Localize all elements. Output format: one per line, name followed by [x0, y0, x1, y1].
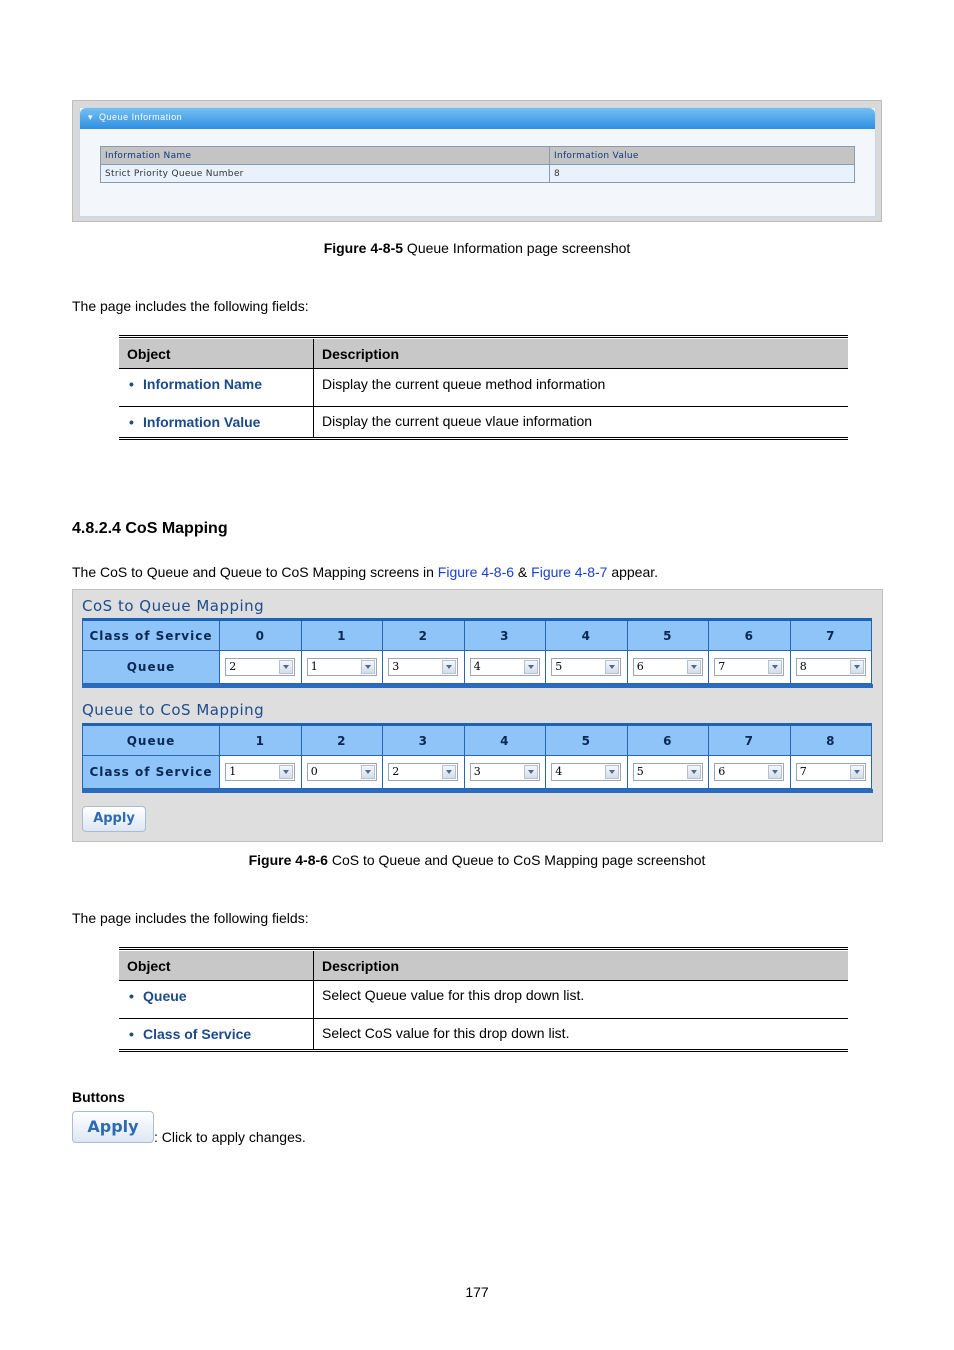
table-row [119, 369, 848, 407]
queue-information-header[interactable] [80, 108, 875, 129]
queue-column: 6 [628, 726, 710, 756]
table-row [119, 407, 848, 437]
object-name: Information Value [143, 414, 261, 430]
chevron-down-icon[interactable] [524, 765, 538, 779]
chevron-down-icon[interactable] [442, 765, 456, 779]
chevron-down-icon[interactable] [687, 765, 701, 779]
figure-4-8-6-link[interactable]: Figure 4-8-6 [437, 564, 515, 580]
figure-4-8-7-link[interactable]: Figure 4-8-7 [531, 564, 608, 580]
chevron-down-icon[interactable] [361, 765, 375, 779]
figure-text: Queue Information page screenshot [403, 240, 631, 256]
cos-select[interactable]: 4 [551, 763, 621, 781]
queue-row-label: Queue [83, 651, 220, 684]
header-object: Object [119, 951, 314, 981]
chevron-down-icon[interactable] [605, 765, 619, 779]
table-row [119, 1019, 848, 1049]
queue-column: 5 [546, 726, 628, 756]
table-bottom-rule [119, 437, 848, 440]
queue-column: 2 [302, 726, 384, 756]
figure-label: Figure 4-8-6 [248, 852, 328, 868]
chevron-down-icon[interactable] [605, 660, 619, 674]
cos-select[interactable]: 5 [633, 763, 703, 781]
cos-column: 7 [791, 621, 873, 651]
collapse-arrow-icon[interactable]: ▾ [88, 112, 94, 122]
cos-select[interactable]: 6 [714, 763, 784, 781]
queue-select[interactable]: 2 [225, 658, 295, 676]
apply-button[interactable]: Apply [82, 806, 146, 832]
queue-header-label: Queue [83, 726, 220, 756]
column-header-information-value: Information Value [550, 147, 855, 165]
column-header-information-name: Information Name [101, 147, 550, 165]
cos-select[interactable]: 7 [796, 763, 866, 781]
queue-column: 1 [220, 726, 302, 756]
fields-intro: The page includes the following fields: [72, 910, 309, 926]
figure-label: Figure 4-8-5 [323, 240, 404, 256]
apply-button-sample[interactable]: Apply [72, 1111, 154, 1143]
cos-header-label: Class of Service [83, 621, 220, 651]
table-top-rule [119, 335, 848, 338]
cos-column: 1 [302, 621, 384, 651]
cos-column: 6 [709, 621, 791, 651]
queue-select[interactable]: 6 [633, 658, 703, 676]
fields-table-1 [119, 339, 848, 437]
fields-table-2 [119, 951, 848, 1049]
chevron-down-icon[interactable] [687, 660, 701, 674]
queue-select[interactable]: 7 [714, 658, 784, 676]
table-bottom-rule [119, 1049, 848, 1052]
figure-caption-4-8-6 [0, 852, 954, 868]
queue-select[interactable]: 1 [307, 658, 377, 676]
cos-select[interactable]: 0 [307, 763, 377, 781]
buttons-heading: Buttons [72, 1089, 125, 1105]
queue-to-cos-block [82, 723, 873, 793]
queue-to-cos-table [82, 723, 872, 789]
chevron-down-icon[interactable] [850, 765, 864, 779]
cos-column: 4 [546, 621, 628, 651]
object-description: Display the current queue vlaue information [322, 413, 593, 429]
object-description: Select CoS value for this drop down list. [322, 1025, 570, 1041]
cos-column: 3 [465, 621, 547, 651]
bullet-icon: • [129, 376, 134, 392]
object-description: Display the current queue method information [314, 369, 849, 407]
cos-to-queue-title: CoS to Queue Mapping [82, 597, 265, 615]
queue-column: 3 [383, 726, 465, 756]
chevron-down-icon[interactable] [279, 765, 293, 779]
queue-to-cos-title: Queue to CoS Mapping [82, 701, 265, 719]
chevron-down-icon[interactable] [361, 660, 375, 674]
table-row [119, 981, 848, 1019]
cos-column: 5 [628, 621, 710, 651]
queue-select[interactable]: 4 [470, 658, 540, 676]
cos-column: 2 [383, 621, 465, 651]
section-intro: The CoS to Queue and Queue to CoS Mapping screens in Figure 4-8-6 & Figure 4-8-7 appear. [72, 564, 659, 580]
queue-column: 7 [709, 726, 791, 756]
table-top-rule [119, 947, 848, 950]
information-value-cell: 8 [550, 165, 855, 183]
queue-select[interactable]: 3 [388, 658, 458, 676]
header-object: Object [119, 339, 314, 369]
table-row [101, 165, 855, 183]
figure-text: CoS to Queue and Queue to CoS Mapping page screenshot [327, 852, 706, 868]
queue-column: 4 [465, 726, 547, 756]
information-name-cell: Strict Priority Queue Number [101, 165, 550, 183]
chevron-down-icon[interactable] [442, 660, 456, 674]
queue-column: 8 [791, 726, 873, 756]
queue-information-title: Queue Information [99, 112, 183, 122]
cos-column: 0 [220, 621, 302, 651]
header-description: Description [314, 951, 849, 981]
object-name: Queue [143, 988, 187, 1004]
object-description: Select Queue value for this drop down list. [314, 981, 849, 1019]
cos-select[interactable]: 2 [388, 763, 458, 781]
bullet-icon: • [129, 1026, 134, 1042]
cos-select[interactable]: 3 [470, 763, 540, 781]
bullet-icon: • [129, 988, 134, 1004]
fields-intro: The page includes the following fields: [72, 298, 309, 314]
section-heading: 4.8.2.4 CoS Mapping [72, 520, 228, 537]
object-name: Information Name [143, 376, 263, 392]
chevron-down-icon[interactable] [768, 765, 782, 779]
cos-to-queue-table [82, 618, 872, 684]
bullet-icon: • [129, 414, 134, 430]
figure-caption-4-8-5 [0, 240, 954, 256]
apply-description: : Click to apply changes. [154, 1129, 306, 1145]
queue-select[interactable]: 5 [551, 658, 621, 676]
chevron-down-icon[interactable] [768, 660, 782, 674]
queue-select[interactable]: 8 [796, 658, 866, 676]
queue-information-table [100, 146, 855, 183]
cos-select[interactable]: 1 [225, 763, 295, 781]
header-description: Description [314, 339, 849, 369]
cos-to-queue-block [82, 618, 873, 688]
object-name: Class of Service [143, 1026, 252, 1042]
cos-row-label: Class of Service [83, 756, 220, 789]
page-number: 177 [465, 1284, 489, 1300]
chevron-down-icon[interactable] [850, 660, 864, 674]
chevron-down-icon[interactable] [279, 660, 293, 674]
chevron-down-icon[interactable] [524, 660, 538, 674]
